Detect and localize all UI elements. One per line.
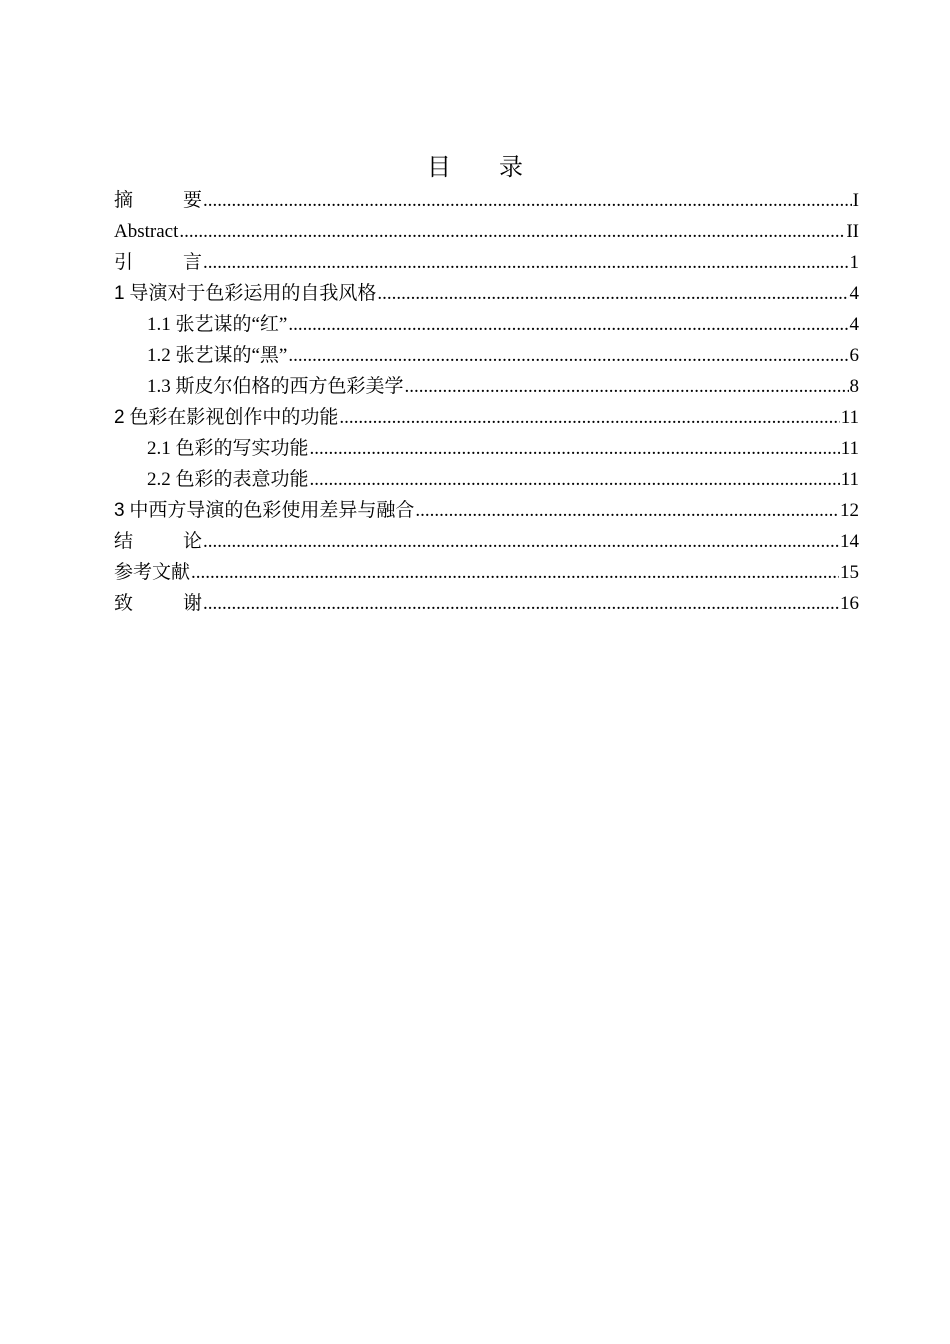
- toc-entry-label: 1.1 张艺谋的“红”: [147, 314, 288, 335]
- chapter-number: 3: [114, 500, 125, 521]
- toc-page-number: II: [846, 221, 859, 242]
- toc-dot-leader: [405, 371, 849, 402]
- toc-title-char-1: 目: [427, 155, 451, 181]
- toc-entry-label: 1.2 张艺谋的“黑”: [147, 345, 288, 366]
- toc-dot-leader: [310, 433, 840, 464]
- toc-dot-leader: [415, 495, 839, 526]
- toc-entry-label: 2.1 色彩的写实功能: [147, 438, 309, 459]
- toc-entry-label: 参考文献: [114, 562, 191, 583]
- toc-dot-leader: [203, 526, 839, 557]
- toc-title-char-2: 录: [499, 155, 523, 181]
- toc-page-number: 11: [840, 438, 859, 459]
- toc-page-number: 12: [840, 500, 859, 521]
- toc-entry-label: 2.2 色彩的表意功能: [147, 469, 309, 490]
- toc-page-number: 4: [849, 283, 859, 304]
- toc-page-number: 16: [840, 593, 859, 614]
- chapter-number: 2: [114, 407, 125, 428]
- toc-page-number: 14: [840, 531, 859, 552]
- toc-list: [114, 185, 859, 619]
- toc-entry-abstract-en[interactable]: [114, 216, 859, 247]
- toc-entry-references[interactable]: [114, 557, 859, 588]
- toc-page-number: I: [852, 190, 859, 211]
- toc-page-number: 11: [840, 469, 859, 490]
- toc-page-number: 6: [849, 345, 859, 366]
- toc-entry-section-1-1[interactable]: [114, 309, 859, 340]
- toc-entry-label: 1.3 斯皮尔伯格的西方色彩美学: [147, 376, 404, 397]
- toc-dot-leader: [288, 340, 848, 371]
- toc-dot-leader: [191, 557, 839, 588]
- toc-entry-label: 结 论: [114, 531, 202, 552]
- toc-entry-conclusion[interactable]: [114, 526, 859, 557]
- toc-dot-leader: [310, 464, 840, 495]
- toc-entry-label: Abstract: [114, 221, 179, 242]
- toc-entry-label: 3 中西方导演的色彩使用差异与融合: [114, 500, 415, 521]
- toc-entry-label: 1 导演对于色彩运用的自我风格: [114, 283, 377, 304]
- toc-dot-leader: [377, 278, 848, 309]
- toc-dot-leader: [339, 402, 839, 433]
- toc-entry-label: 2 色彩在影视创作中的功能: [114, 407, 339, 428]
- toc-entry-acknowledgements[interactable]: [114, 588, 859, 619]
- toc-dot-leader: [203, 185, 852, 216]
- toc-dot-leader: [288, 309, 848, 340]
- toc-entry-label: 摘 要: [114, 190, 202, 211]
- toc-page-number: 1: [849, 252, 859, 273]
- chapter-number: 1: [114, 283, 125, 304]
- toc-entry-section-2-2[interactable]: [114, 464, 859, 495]
- toc-title: [0, 150, 950, 186]
- toc-dot-leader: [203, 247, 849, 278]
- toc-page-number: 11: [840, 407, 859, 428]
- toc-page-number: 4: [849, 314, 859, 335]
- toc-entry-section-1-3[interactable]: [114, 371, 859, 402]
- toc-entry-label: 引 言: [114, 252, 202, 273]
- toc-entry-chapter-2[interactable]: [114, 402, 859, 433]
- toc-dot-leader: [203, 588, 839, 619]
- toc-entry-introduction[interactable]: [114, 247, 859, 278]
- toc-entry-section-1-2[interactable]: [114, 340, 859, 371]
- toc-page-number: 15: [840, 562, 859, 583]
- toc-dot-leader: [179, 216, 845, 247]
- toc-page-number: 8: [849, 376, 859, 397]
- toc-entry-abstract-cn[interactable]: [114, 185, 859, 216]
- toc-entry-label: 致 谢: [114, 593, 202, 614]
- toc-entry-section-2-1[interactable]: [114, 433, 859, 464]
- toc-entry-chapter-3[interactable]: [114, 495, 859, 526]
- toc-entry-chapter-1[interactable]: [114, 278, 859, 309]
